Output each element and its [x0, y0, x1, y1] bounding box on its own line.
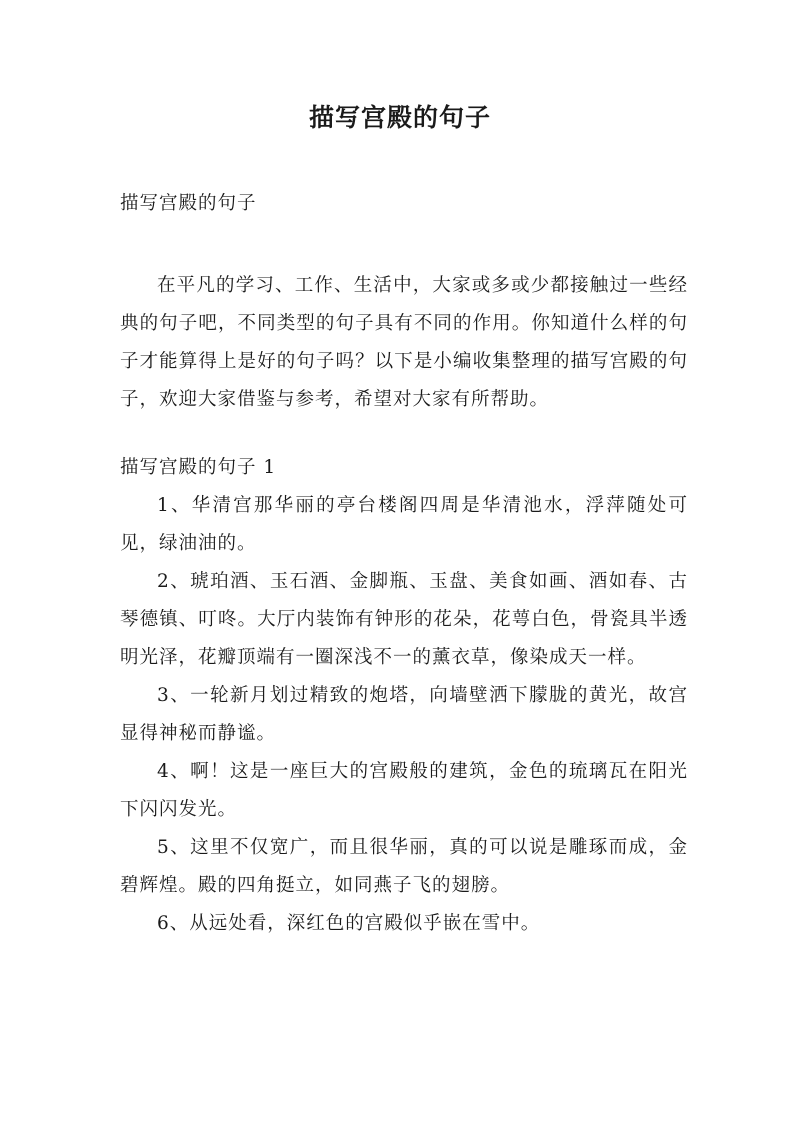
document-body — [120, 185, 688, 943]
list-item: 1、华清宫那华丽的亭台楼阁四周是华清池水，浮萍随处可见，绿油油的。 — [120, 495, 688, 554]
list-item: 4、啊！这是一座巨大的宫殿般的建筑，金色的琉璃瓦在阳光下闪闪发光。 — [120, 761, 688, 820]
list-item: 2、琥珀酒、玉石酒、金脚瓶、玉盘、美食如画、酒如春、古琴德镇、叮咚。大厅内装饰有钟形的花朵，花萼白色，骨瓷具半透明光泽，花瓣顶端有一圈深浅不一的薰衣草，像染成天一样。 — [120, 571, 688, 668]
spacer — [120, 223, 688, 267]
document-title: 描写宫殿的句子 — [308, 103, 491, 132]
intro-paragraph: 在平凡的学习、工作、生活中，大家或多或少都接触过一些经典的句子吧，不同类型的句子具有不同的作用。你知道什么样的句子才能算得上是好的句子吗？以下是小编收集整理的描写宫殿的句子，欢迎大家借鉴与参考，希望对大家有所帮助。 — [120, 275, 688, 410]
list-item: 3、一轮新月划过精致的炮塔，向墙壁洒下朦胧的黄光，故宫显得神秘而静谧。 — [120, 685, 688, 744]
document-subtitle: 描写宫殿的句子 — [120, 193, 257, 214]
list-item: 6、从远处看，深红色的宫殿似乎嵌在雪中。 — [157, 913, 541, 934]
section-heading: 描写宫殿的句子 1 — [120, 457, 277, 478]
spacer — [120, 419, 688, 449]
list-item: 5、这里不仅宽广，而且很华丽，真的可以说是雕琢而成，金碧辉煌。殿的四角挺立，如同燕子飞的翅膀。 — [120, 837, 688, 896]
